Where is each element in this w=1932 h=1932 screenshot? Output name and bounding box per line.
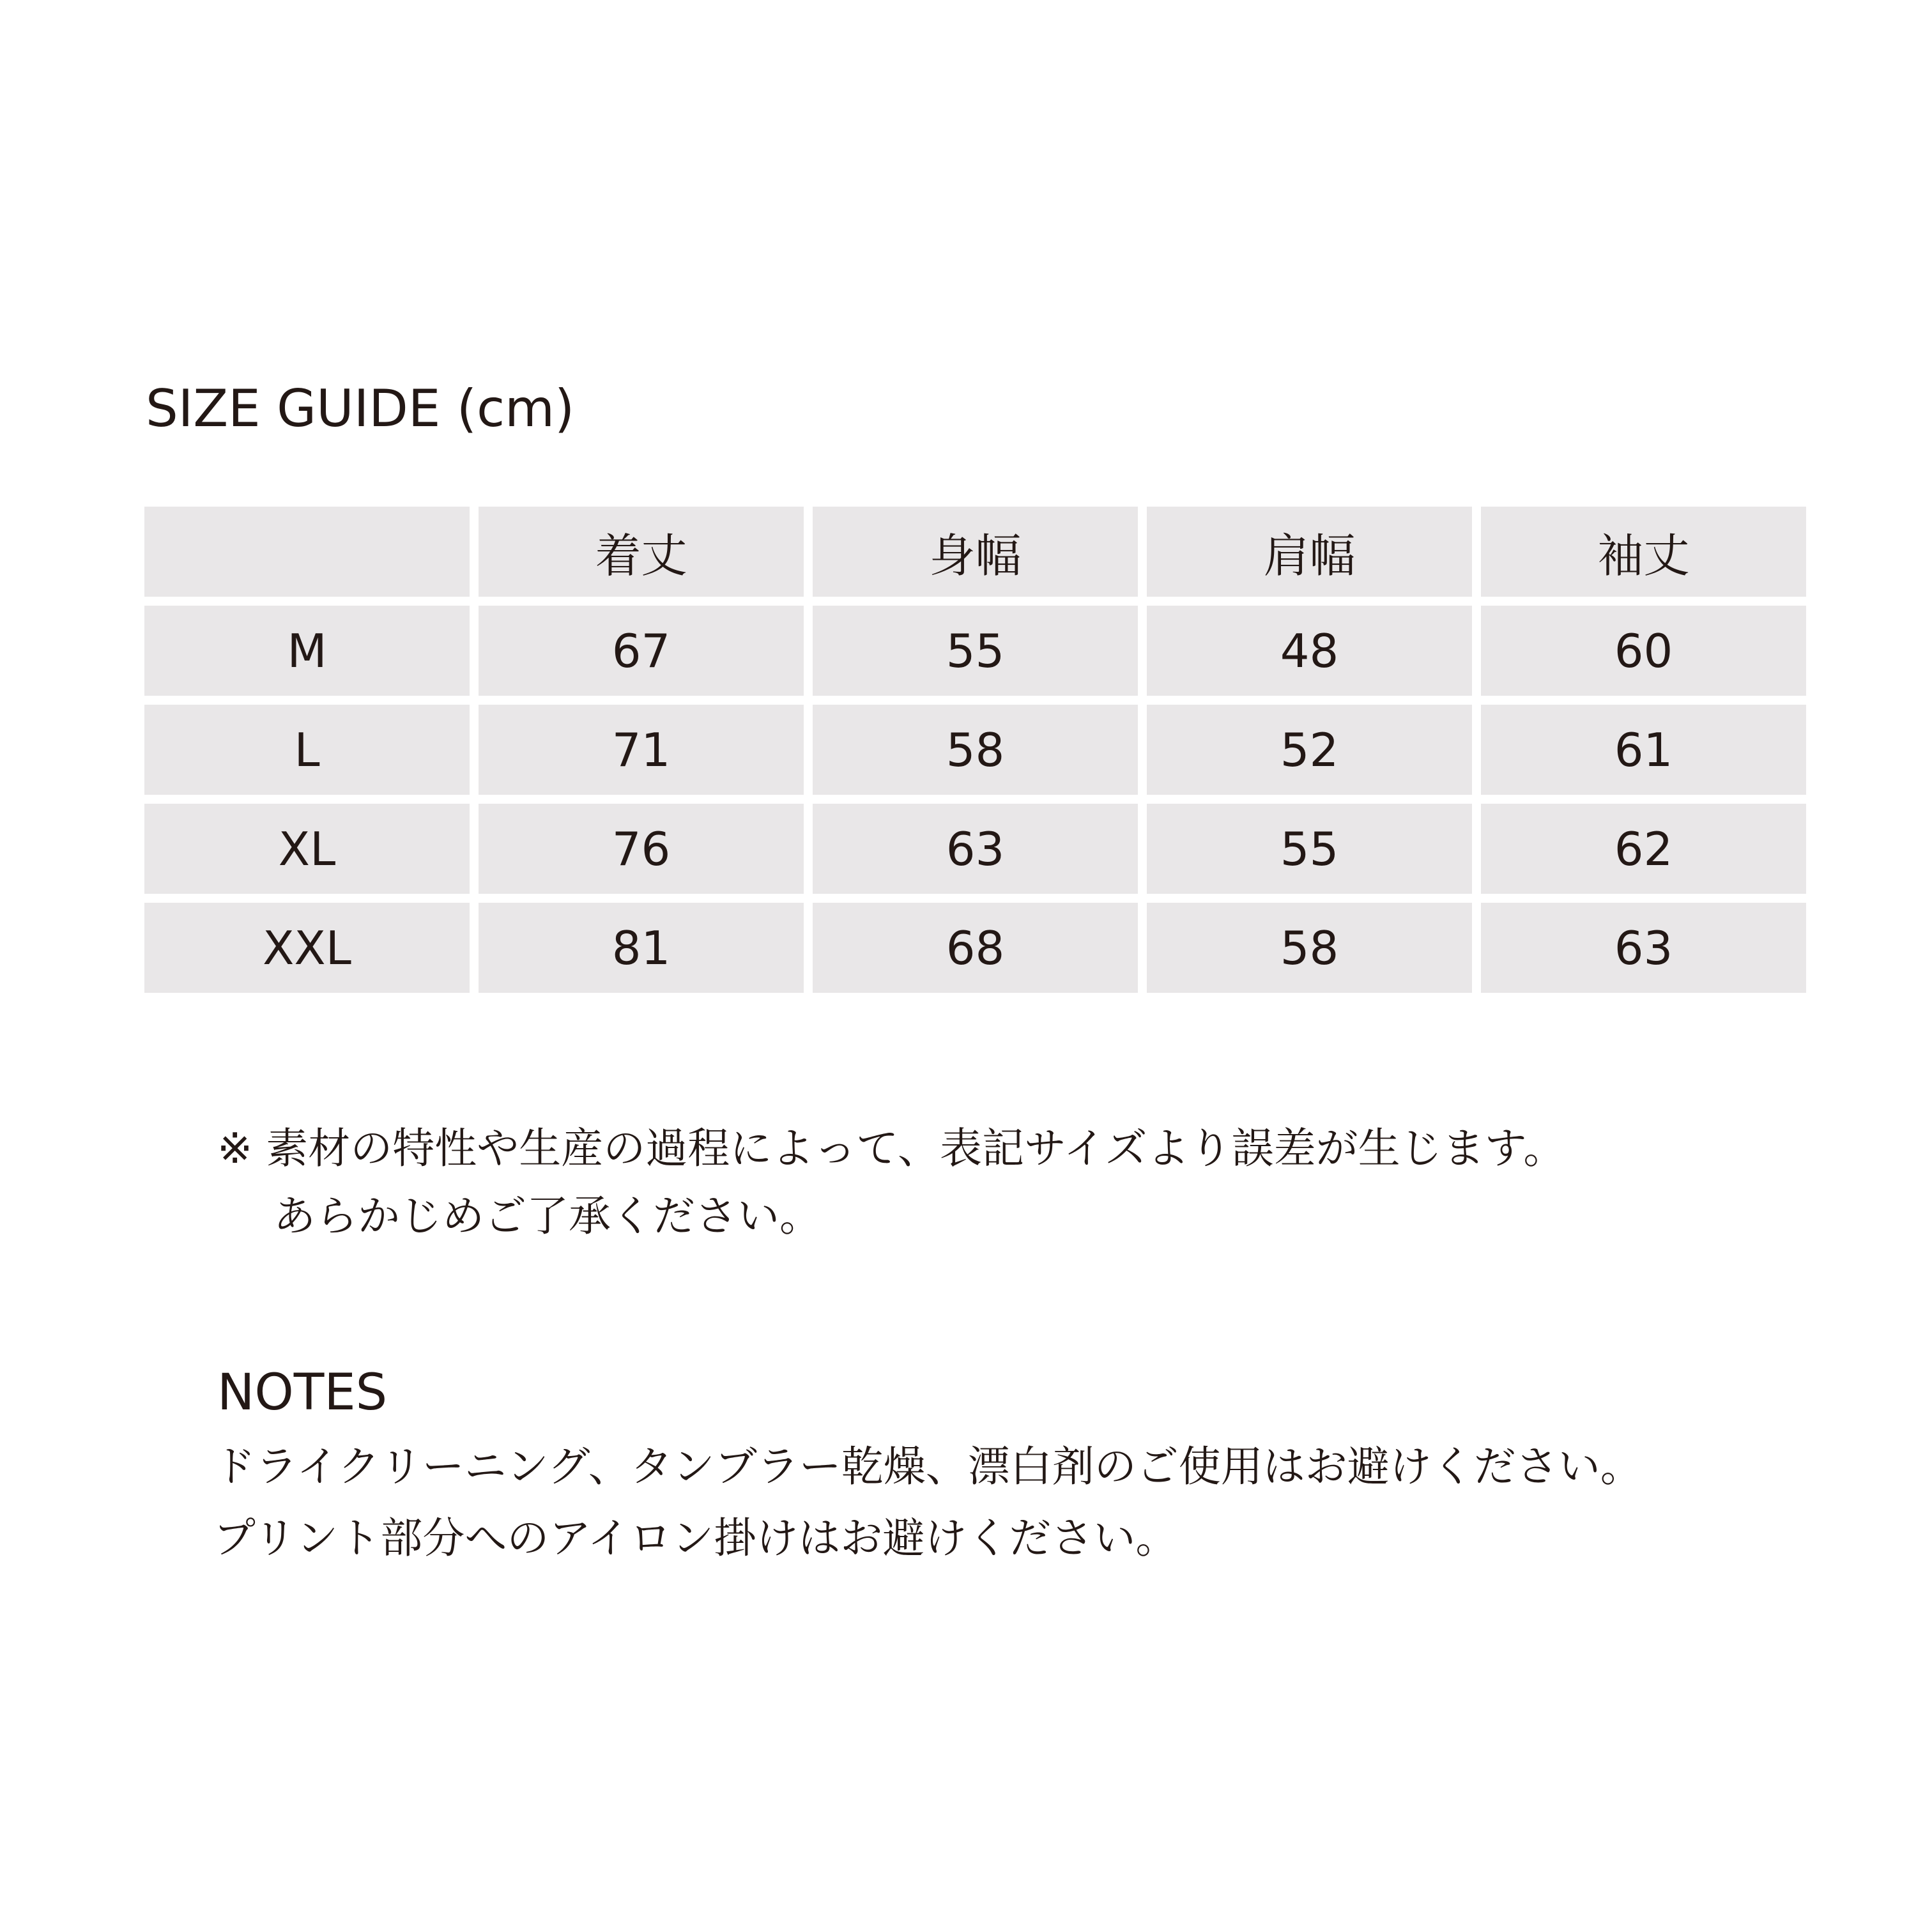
size-label: L bbox=[144, 705, 479, 804]
table-row bbox=[144, 705, 1806, 804]
size-table bbox=[144, 507, 1806, 993]
table-cell: 58 bbox=[813, 705, 1147, 804]
table-cell: 67 bbox=[479, 606, 813, 705]
disclaimer-line-1: ※ 素材の特性や生産の過程によって、表記サイズより誤差が生じます。 bbox=[217, 1124, 1566, 1173]
table-row bbox=[144, 903, 1806, 993]
table-cell: 76 bbox=[479, 804, 813, 903]
header-cell-width: 身幅 bbox=[813, 507, 1147, 606]
notes-line-2: プリント部分へのアイロン掛けはお避けください。 bbox=[213, 1514, 1178, 1563]
size-label: M bbox=[144, 606, 479, 705]
table-header-row bbox=[144, 507, 1806, 606]
table-cell: 68 bbox=[813, 903, 1147, 993]
table-cell: 58 bbox=[1147, 903, 1481, 993]
table-row bbox=[144, 804, 1806, 903]
table-cell: 60 bbox=[1481, 606, 1806, 705]
header-cell-length: 着丈 bbox=[479, 507, 813, 606]
table-cell: 81 bbox=[479, 903, 813, 993]
table-cell: 55 bbox=[813, 606, 1147, 705]
notes-body bbox=[213, 1431, 1643, 1574]
table-cell: 48 bbox=[1147, 606, 1481, 705]
header-cell-shoulder: 肩幅 bbox=[1147, 507, 1481, 606]
size-label: XL bbox=[144, 804, 479, 903]
disclaimer-line-2: あらかじめご了承ください。 bbox=[273, 1192, 822, 1241]
table-cell: 61 bbox=[1481, 705, 1806, 804]
table-cell: 71 bbox=[479, 705, 813, 804]
size-guide-title: SIZE GUIDE (cm) bbox=[146, 379, 575, 438]
size-label: XXL bbox=[144, 903, 479, 993]
notes-heading: NOTES bbox=[217, 1364, 388, 1422]
table-cell: 63 bbox=[813, 804, 1147, 903]
size-disclaimer bbox=[217, 1115, 1565, 1250]
table-cell: 52 bbox=[1147, 705, 1481, 804]
header-cell-sleeve: 袖丈 bbox=[1481, 507, 1806, 606]
header-cell-empty bbox=[144, 507, 479, 606]
table-cell: 55 bbox=[1147, 804, 1481, 903]
notes-line-1: ドライクリーニング、タンブラー乾燥、漂白剤のご使用はお避けください。 bbox=[213, 1442, 1643, 1491]
table-cell: 62 bbox=[1481, 804, 1806, 903]
table-row bbox=[144, 606, 1806, 705]
table-cell: 63 bbox=[1481, 903, 1806, 993]
